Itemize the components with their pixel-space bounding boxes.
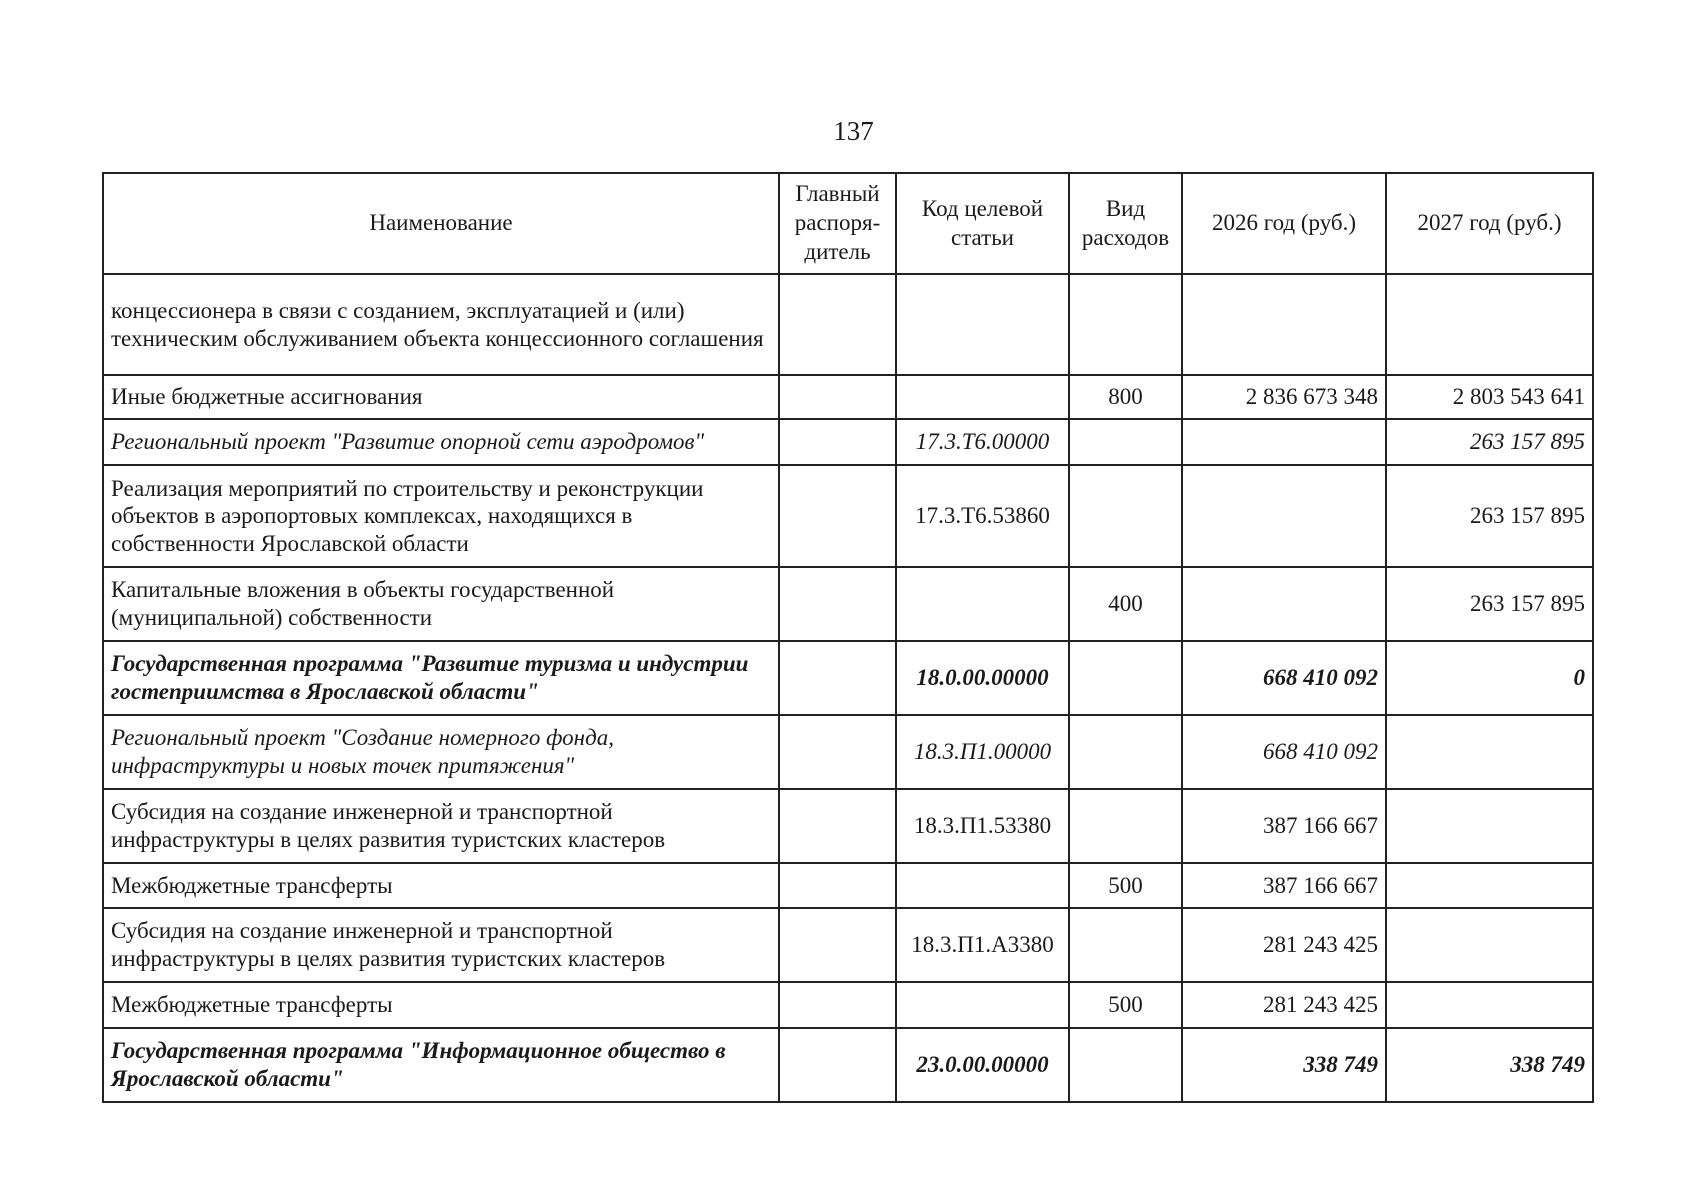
table-row — [103, 982, 1593, 1028]
page-number: 137 — [833, 116, 874, 146]
cell-name: Субсидия на создание инженерной и транспортной инфраструктуры в целях развития туристских кластеров — [103, 908, 779, 982]
cell-type: 500 — [1069, 863, 1182, 908]
cell-name: Межбюджетные трансферты — [103, 863, 779, 908]
table-header-row — [103, 173, 1593, 274]
cell-2027 — [1386, 715, 1593, 789]
cell-admin — [779, 419, 896, 465]
cell-type — [1069, 419, 1182, 465]
table-body — [103, 274, 1593, 1102]
cell-name: концессионера в связи с созданием, эксплуатацией и (или) техническим обслуживанием объекта концессионного соглашения — [103, 274, 779, 375]
cell-type: 800 — [1069, 375, 1182, 419]
cell-type — [1069, 465, 1182, 567]
table-row — [103, 375, 1593, 419]
cell-admin — [779, 465, 896, 567]
cell-2026: 281 243 425 — [1182, 908, 1386, 982]
cell-2026 — [1182, 567, 1386, 641]
header-2026: 2026 год (руб.) — [1182, 173, 1386, 274]
cell-name: Региональный проект "Развитие опорной сети аэродромов" — [103, 419, 779, 465]
cell-2026: 387 166 667 — [1182, 789, 1386, 863]
cell-code: 18.3.П1.00000 — [896, 715, 1069, 789]
cell-code: 18.3.П1.А3380 — [896, 908, 1069, 982]
cell-admin — [779, 789, 896, 863]
cell-2027: 263 157 895 — [1386, 419, 1593, 465]
cell-code — [896, 375, 1069, 419]
cell-code: 18.0.00.00000 — [896, 641, 1069, 715]
cell-admin — [779, 274, 896, 375]
table-row — [103, 715, 1593, 789]
table-row — [103, 274, 1593, 375]
table-row — [103, 908, 1593, 982]
header-admin: Главный распоря-дитель — [779, 173, 896, 274]
cell-2027 — [1386, 863, 1593, 908]
cell-name: Региональный проект "Создание номерного фонда, инфраструктуры и новых точек притяжения" — [103, 715, 779, 789]
cell-name: Государственная программа "Информационное общество в Ярославской области" — [103, 1028, 779, 1102]
cell-code: 17.3.Т6.00000 — [896, 419, 1069, 465]
cell-2027 — [1386, 982, 1593, 1028]
cell-type — [1069, 641, 1182, 715]
header-code: Код целевой статьи — [896, 173, 1069, 274]
table-row — [103, 863, 1593, 908]
cell-admin — [779, 715, 896, 789]
table-row — [103, 465, 1593, 567]
cell-admin — [779, 375, 896, 419]
table-row — [103, 1028, 1593, 1102]
cell-2026: 2 836 673 348 — [1182, 375, 1386, 419]
cell-type — [1069, 789, 1182, 863]
cell-admin — [779, 863, 896, 908]
cell-name: Реализация мероприятий по строительству и реконструкции объектов в аэропортовых комплексах, находящихся в собственности Ярославской области — [103, 465, 779, 567]
cell-2026: 668 410 092 — [1182, 715, 1386, 789]
cell-2027: 0 — [1386, 641, 1593, 715]
cell-code — [896, 863, 1069, 908]
cell-code: 23.0.00.00000 — [896, 1028, 1069, 1102]
cell-type — [1069, 274, 1182, 375]
table-row — [103, 567, 1593, 641]
cell-type: 500 — [1069, 982, 1182, 1028]
cell-2026 — [1182, 419, 1386, 465]
cell-code: 17.3.Т6.53860 — [896, 465, 1069, 567]
cell-type — [1069, 715, 1182, 789]
cell-2027 — [1386, 274, 1593, 375]
cell-type: 400 — [1069, 567, 1182, 641]
table-row — [103, 419, 1593, 465]
cell-code — [896, 982, 1069, 1028]
cell-name: Межбюджетные трансферты — [103, 982, 779, 1028]
cell-2027: 2 803 543 641 — [1386, 375, 1593, 419]
header-type: Вид расходов — [1069, 173, 1182, 274]
cell-2026 — [1182, 274, 1386, 375]
cell-2026: 281 243 425 — [1182, 982, 1386, 1028]
cell-name: Субсидия на создание инженерной и транспортной инфраструктуры в целях развития туристских кластеров — [103, 789, 779, 863]
cell-admin — [779, 641, 896, 715]
cell-2026: 387 166 667 — [1182, 863, 1386, 908]
budget-table — [102, 172, 1594, 1103]
cell-admin — [779, 567, 896, 641]
header-2027: 2027 год (руб.) — [1386, 173, 1593, 274]
cell-2027: 263 157 895 — [1386, 567, 1593, 641]
cell-name: Капитальные вложения в объекты государственной (муниципальной) собственности — [103, 567, 779, 641]
cell-code: 18.3.П1.53380 — [896, 789, 1069, 863]
cell-name: Иные бюджетные ассигнования — [103, 375, 779, 419]
table-row — [103, 641, 1593, 715]
cell-2027: 338 749 — [1386, 1028, 1593, 1102]
cell-type — [1069, 1028, 1182, 1102]
cell-admin — [779, 982, 896, 1028]
cell-admin — [779, 1028, 896, 1102]
cell-2027: 263 157 895 — [1386, 465, 1593, 567]
cell-2026 — [1182, 465, 1386, 567]
cell-code — [896, 567, 1069, 641]
cell-2026: 338 749 — [1182, 1028, 1386, 1102]
cell-2026: 668 410 092 — [1182, 641, 1386, 715]
cell-2027 — [1386, 789, 1593, 863]
header-name: Наименование — [103, 173, 779, 274]
cell-2027 — [1386, 908, 1593, 982]
table-row — [103, 789, 1593, 863]
cell-admin — [779, 908, 896, 982]
cell-code — [896, 274, 1069, 375]
cell-name: Государственная программа "Развитие туризма и индустрии гостеприимства в Ярославской области" — [103, 641, 779, 715]
cell-type — [1069, 908, 1182, 982]
